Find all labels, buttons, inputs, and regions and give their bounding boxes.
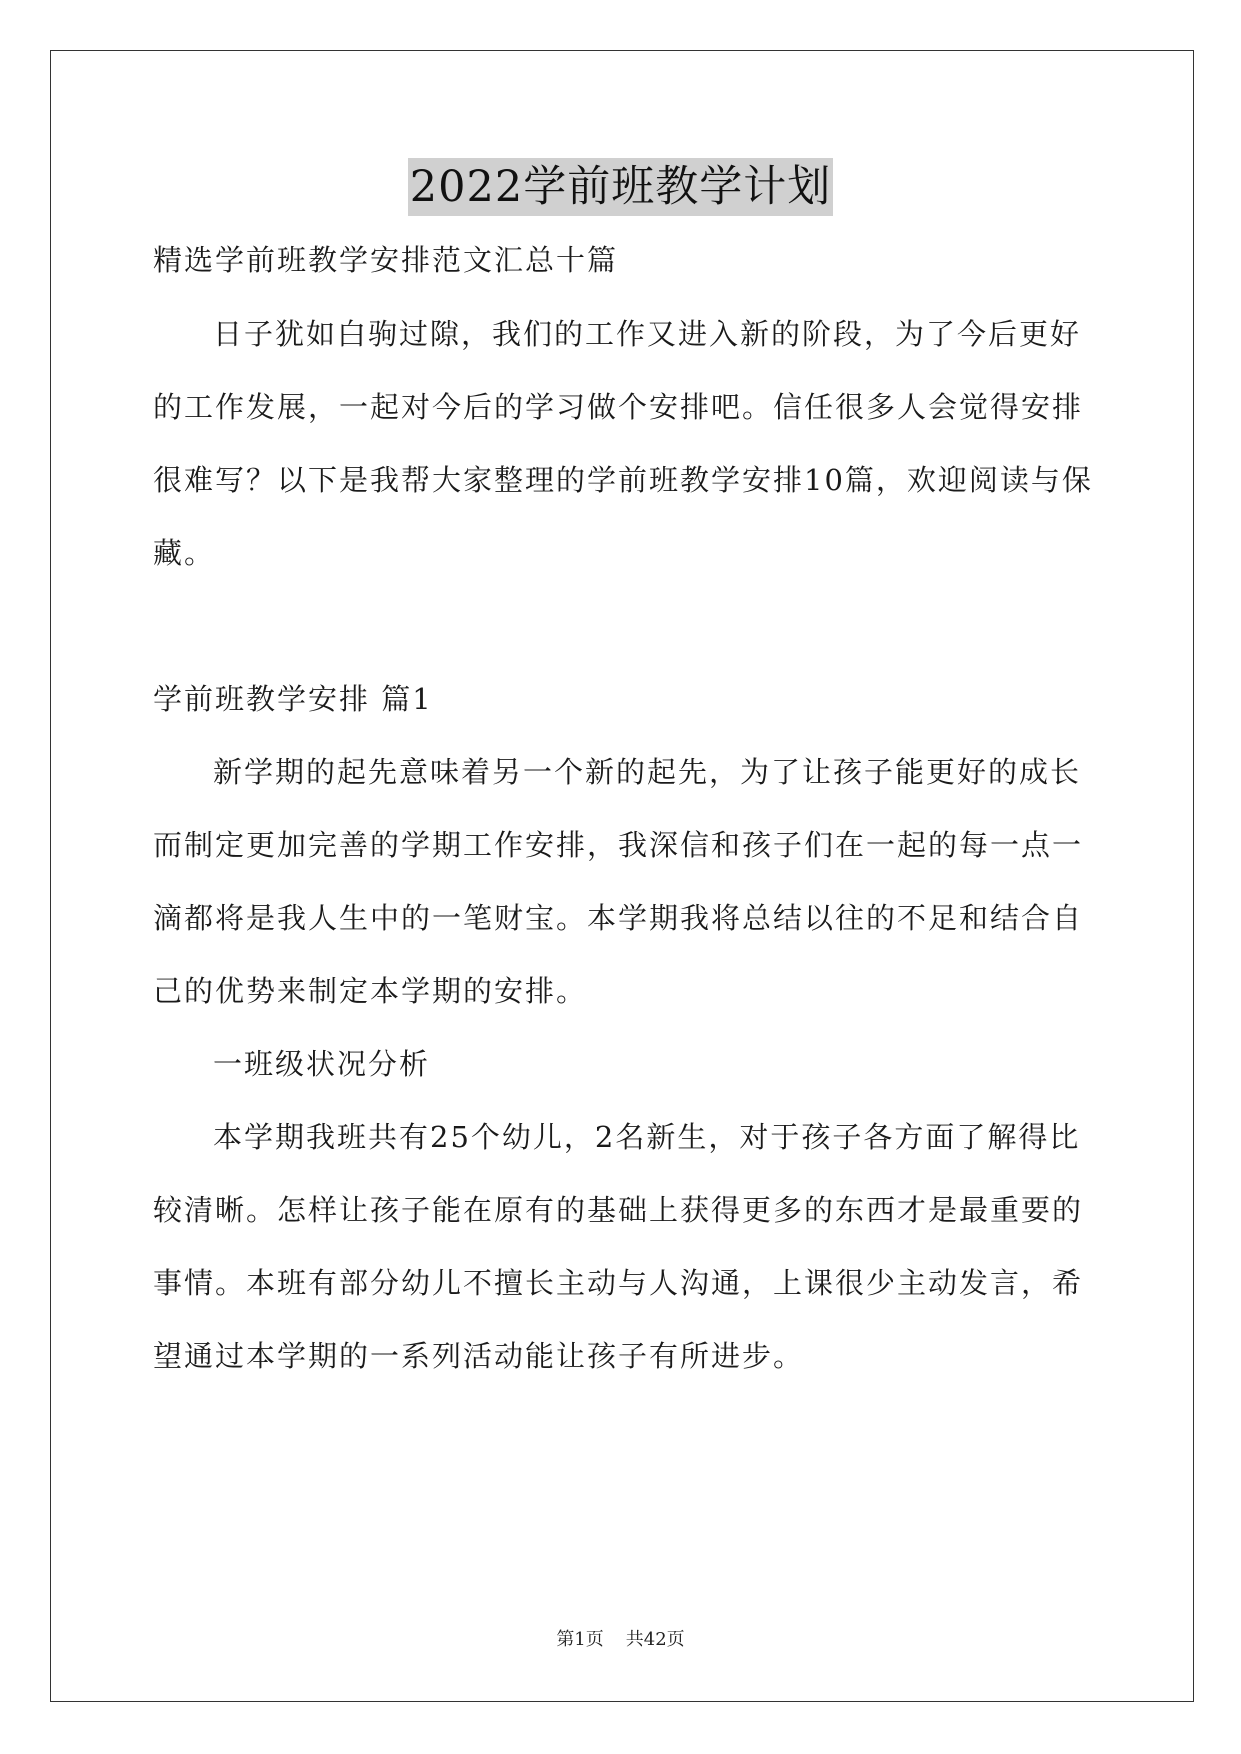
paragraph-line: 事情。本班有部分幼儿不擅长主动与人沟通，上课很少主动发言，希 <box>153 1266 1084 1300</box>
title-container <box>0 158 1241 216</box>
document-title: 2022学前班教学计划 <box>408 158 833 216</box>
intro-line: 藏。 <box>153 536 216 570</box>
page-border <box>50 50 1194 1702</box>
sub-heading: 一班级状况分析 <box>213 1047 431 1081</box>
paragraph-line: 望通过本学期的一系列活动能让孩子有所进步。 <box>153 1339 805 1373</box>
paragraph-line: 新学期的起先意味着另一个新的起先，为了让孩子能更好的成长 <box>213 755 1082 789</box>
section-heading: 学前班教学安排 篇1 <box>153 682 433 716</box>
page-footer <box>0 1628 1241 1652</box>
paragraph-line: 滴都将是我人生中的一笔财宝。本学期我将总结以往的不足和结合自 <box>153 901 1084 935</box>
paragraph-line: 本学期我班共有25个幼儿，2名新生，对于孩子各方面了解得比 <box>213 1120 1081 1154</box>
paragraph-line: 而制定更加完善的学期工作安排，我深信和孩子们在一起的每一点一 <box>153 828 1084 862</box>
intro-line: 很难写？以下是我帮大家整理的学前班教学安排10篇，欢迎阅读与保 <box>153 463 1093 497</box>
page-total: 共42页 <box>625 1629 685 1650</box>
intro-line: 日子犹如白驹过隙，我们的工作又进入新的阶段，为了今后更好 <box>213 317 1082 351</box>
paragraph-line: 己的优势来制定本学期的安排。 <box>153 974 588 1008</box>
subtitle: 精选学前班教学安排范文汇总十篇 <box>153 243 619 277</box>
page-number: 第1页 <box>556 1629 604 1650</box>
intro-line: 的工作发展，一起对今后的学习做个安排吧。信任很多人会觉得安排 <box>153 390 1084 424</box>
paragraph-line: 较清晰。怎样让孩子能在原有的基础上获得更多的东西才是最重要的 <box>153 1193 1084 1227</box>
